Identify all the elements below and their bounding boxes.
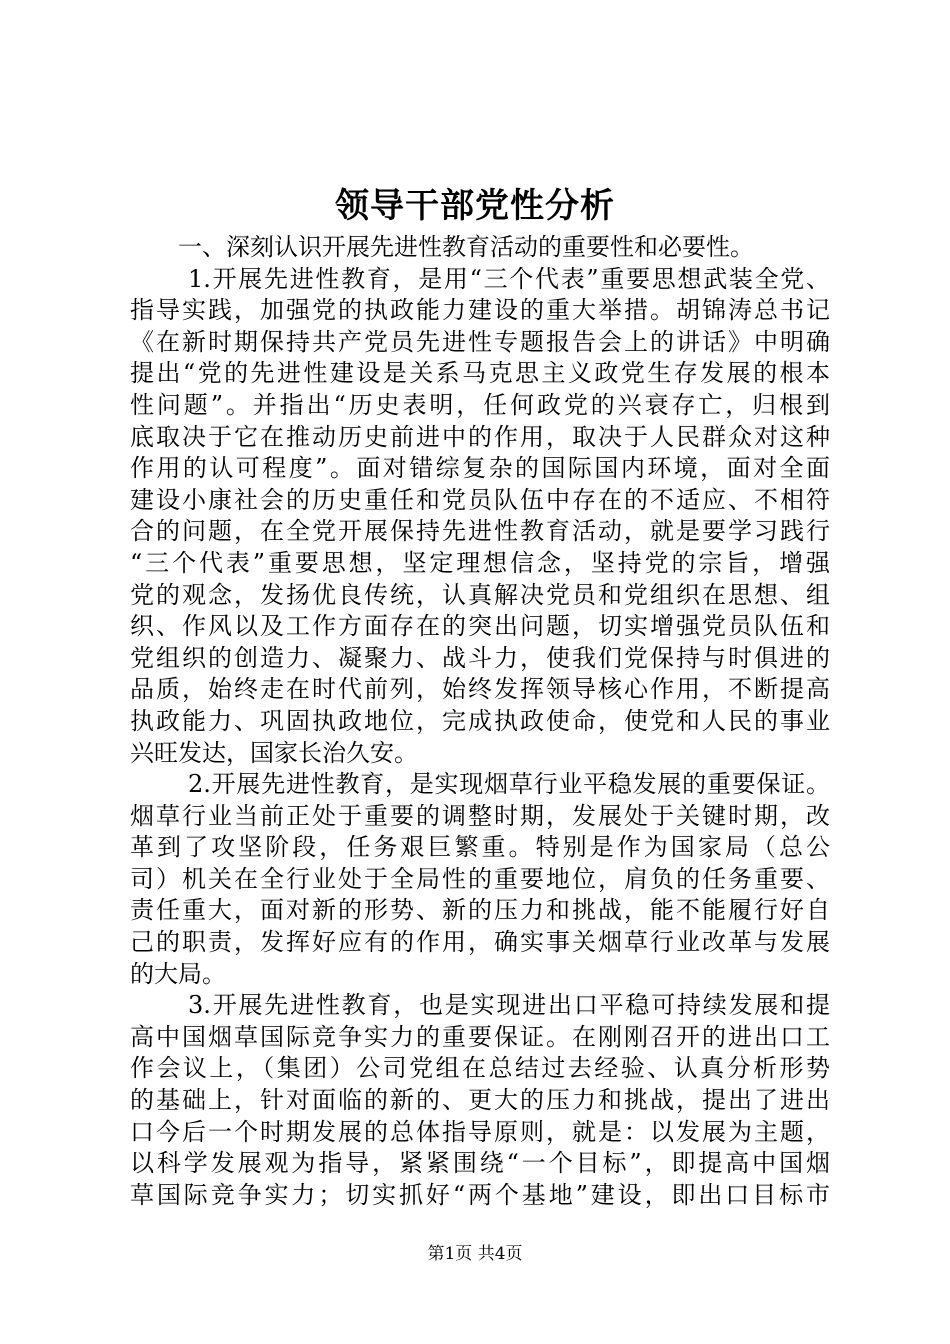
paragraph-line: 指导实践，加强党的执政能力建设的重大举措。胡锦涛总书记 xyxy=(130,296,830,325)
paragraph-line: 草国际竞争实力；切实抓好“两个基地”建设，即出口目标市 xyxy=(130,1180,830,1209)
paragraph-line: 的大局。 xyxy=(130,959,226,988)
paragraph-line: 党的观念，发扬优良传统，认真解决党员和党组织在思想、组 xyxy=(130,580,830,609)
paragraph-line: 作会议上，（集团）公司党组在总结过去经验、认真分析形势 xyxy=(130,1054,830,1083)
document-body xyxy=(130,232,830,1211)
paragraph-line: 作用的认可程度”。面对错综复杂的国际国内环境，面对全面 xyxy=(130,454,830,483)
page-number-footer: 第1页 共4页 xyxy=(427,1244,523,1264)
paragraph-line: 高中国烟草国际竞争实力的重要保证。在刚刚召开的进出口工 xyxy=(130,1022,830,1051)
paragraph-line: 以科学发展观为指导，紧紧围绕“一个目标”，即提高中国烟 xyxy=(130,1149,830,1178)
paragraph-line: 烟草行业当前正处于重要的调整时期，发展处于关键时期，改 xyxy=(130,801,830,830)
document-title: 领导干部党性分析 xyxy=(335,186,615,226)
paragraph-line: 兴旺发达，国家长治久安。 xyxy=(130,738,418,767)
paragraph-line: 的基础上，针对面临的新的、更大的压力和挑战，提出了进出 xyxy=(130,1086,830,1115)
paragraph-line: 革到了攻坚阶段，任务艰巨繁重。特别是作为国家局（总公 xyxy=(130,833,830,862)
paragraph-line: 织、作风以及工作方面存在的突出问题，切实增强党员队伍和 xyxy=(130,612,830,641)
paragraph-line: 党组织的创造力、凝聚力、战斗力，使我们党保持与时俱进的 xyxy=(130,643,830,672)
paragraph-line: 3.开展先进性教育，也是实现进出口平稳可持续发展和提 xyxy=(188,991,830,1020)
paragraph-line: 司）机关在全行业处于全局性的重要地位，肩负的任务重要、 xyxy=(130,864,830,893)
paragraph-line: 己的职责，发挥好应有的作用，确实事关烟草行业改革与发展 xyxy=(130,928,830,957)
paragraph-line: 性问题”。并指出“历史表明，任何政党的兴衰存亡，归根到 xyxy=(130,390,830,419)
paragraph-line: 合的问题，在全党开展保持先进性教育活动，就是要学习践行 xyxy=(130,517,830,546)
paragraph-line: 底取决于它在推动历史前进中的作用，取决于人民群众对这种 xyxy=(130,422,830,451)
paragraph-line: 提出“党的先进性建设是关系马克思主义政党生存发展的根本 xyxy=(130,359,830,388)
paragraph-line: 1.开展先进性教育，是用“三个代表”重要思想武装全党、 xyxy=(188,264,830,293)
section-heading: 一、深刻认识开展先进性教育活动的重要性和必要性。 xyxy=(178,233,754,261)
paragraph-line: 2.开展先进性教育，是实现烟草行业平稳发展的重要保证。 xyxy=(188,770,830,799)
paragraph-line: 执政能力、巩固执政地位，完成执政使命，使党和人民的事业 xyxy=(130,706,830,735)
paragraph-line: 建设小康社会的历史重任和党员队伍中存在的不适应、不相符 xyxy=(130,485,830,514)
paragraph-line: 口今后一个时期发展的总体指导原则，就是：以发展为主题， xyxy=(130,1117,830,1146)
paragraph-line: 《在新时期保持共产党员先进性专题报告会上的讲话》中明确 xyxy=(130,327,830,356)
paragraph-line: 品质，始终走在时代前列，始终发挥领导核心作用，不断提高 xyxy=(130,675,830,704)
paragraph-line: 责任重大，面对新的形势、新的压力和挑战，能不能履行好自 xyxy=(130,896,830,925)
paragraph-line: “三个代表”重要思想，坚定理想信念，坚持党的宗旨，增强 xyxy=(130,548,830,577)
